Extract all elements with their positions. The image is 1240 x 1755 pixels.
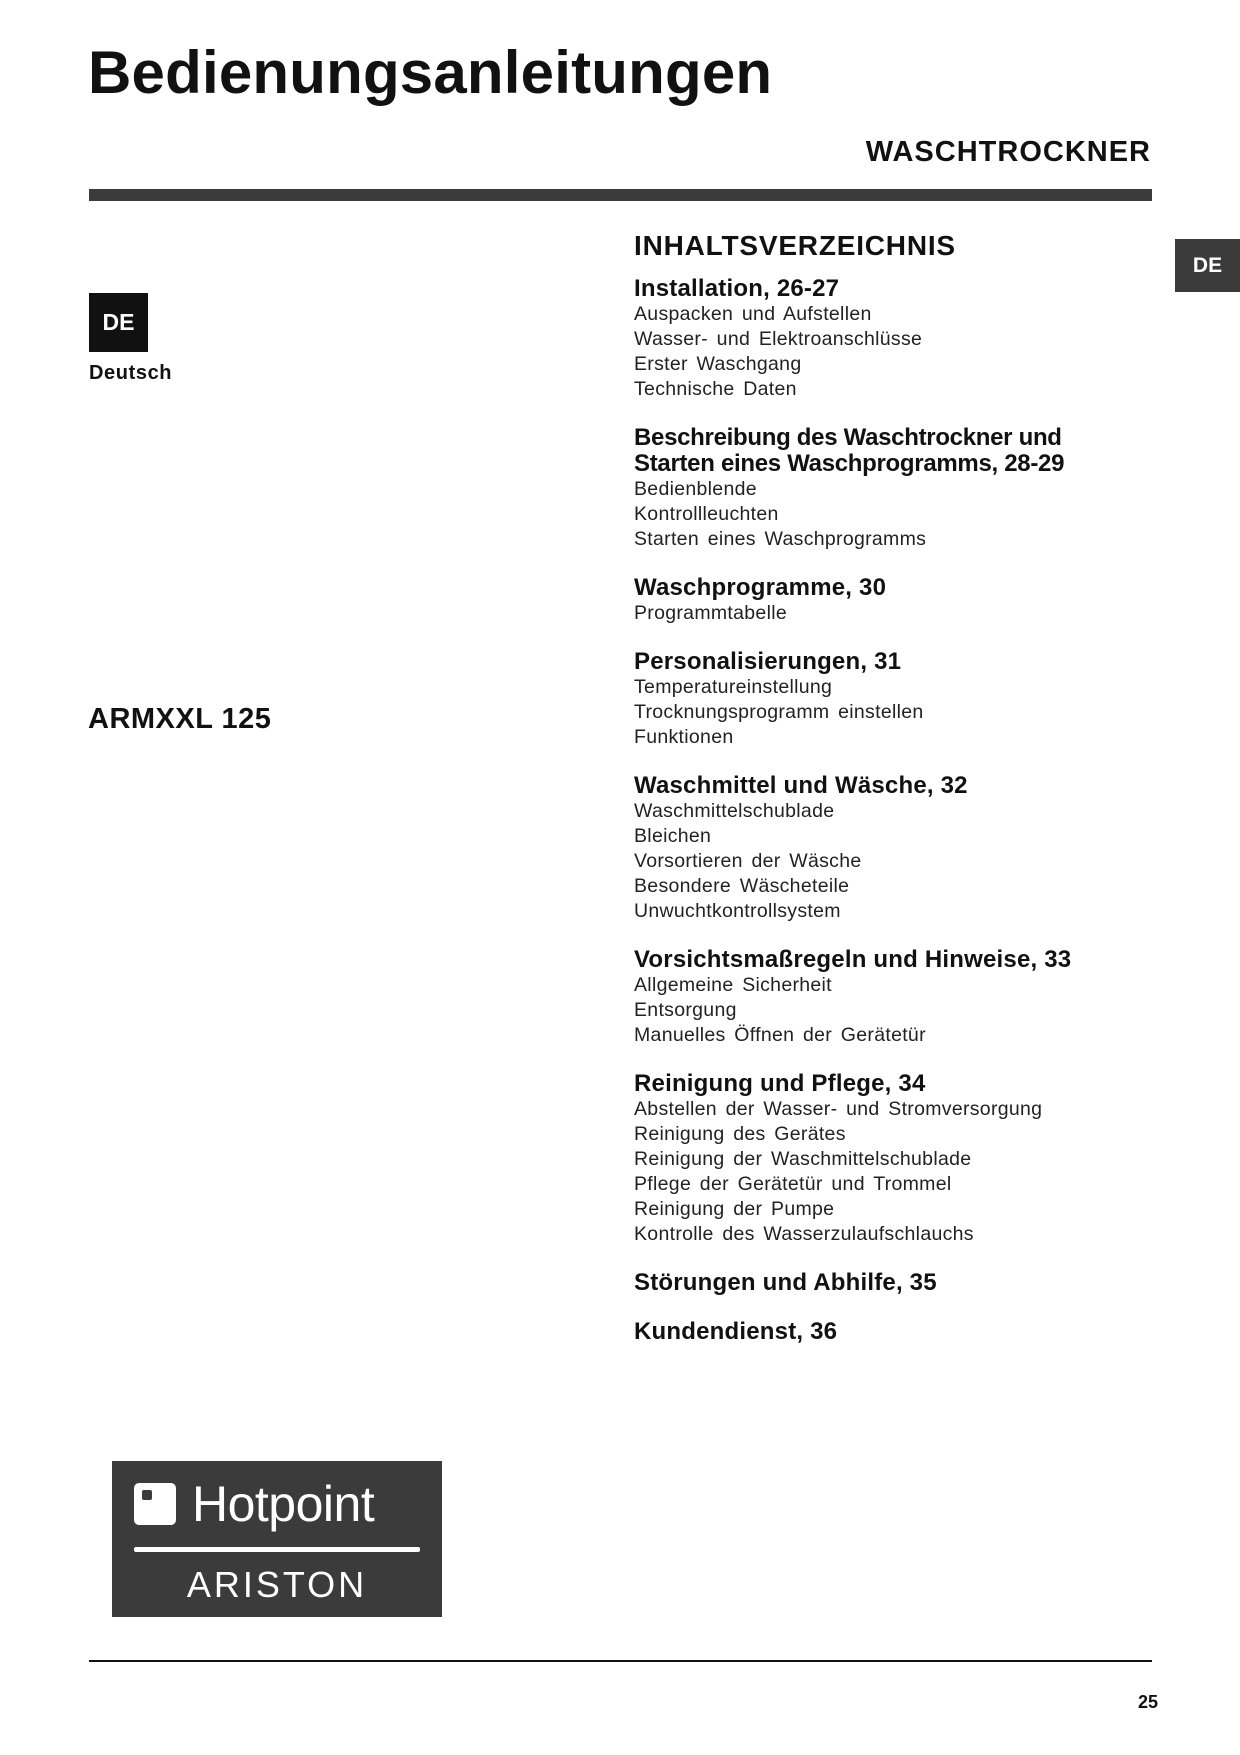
language-label: Deutsch xyxy=(89,362,173,384)
model-number: ARMXXL 125 xyxy=(88,703,272,735)
toc-heading: Vorsichtsmaßregeln und Hinweise, 33 xyxy=(634,946,1072,973)
toc-heading: Waschprogramme, 30 xyxy=(634,574,887,601)
toc-section-kundendienst xyxy=(634,1319,1154,1345)
logo-divider xyxy=(134,1547,420,1552)
toc-item: Reinigung der Waschmittelschublade xyxy=(634,1148,972,1170)
language-side-tab: DE xyxy=(1175,239,1240,292)
toc-item: Kontrolle des Wasserzulaufschlauchs xyxy=(634,1223,974,1245)
header-divider-bar xyxy=(89,189,1152,201)
page-title: Bedienungsanleitungen xyxy=(88,39,773,106)
toc-item: Reinigung der Pumpe xyxy=(634,1198,835,1220)
toc-item: Starten eines Waschprogramms xyxy=(634,528,927,550)
language-badge: DE xyxy=(89,293,148,352)
toc-item: Unwuchtkontrollsystem xyxy=(634,900,841,922)
logo-dot xyxy=(142,1490,152,1500)
toc-heading: Störungen und Abhilfe, 35 xyxy=(634,1269,937,1296)
brand-logo xyxy=(112,1461,442,1617)
toc-item: Auspacken und Aufstellen xyxy=(634,303,872,325)
page-number: 25 xyxy=(1137,1692,1158,1712)
toc-item: Bedienblende xyxy=(634,478,757,500)
footer-divider xyxy=(89,1660,1152,1662)
toc-section-personalisierungen xyxy=(634,649,1154,750)
toc-heading: Installation, 26-27 xyxy=(634,275,840,302)
toc-section-installation xyxy=(634,276,1154,402)
toc-item: Besondere Wäscheteile xyxy=(634,875,850,897)
toc-item: Wasser- und Elektroanschlüsse xyxy=(634,328,923,350)
toc-heading: Reinigung und Pflege, 34 xyxy=(634,1070,926,1097)
toc-section-beschreibung xyxy=(634,425,1154,552)
toc-section-vorsichtsmassregeln xyxy=(634,947,1154,1048)
toc-item: Kontrollleuchten xyxy=(634,503,779,525)
toc-item: Entsorgung xyxy=(634,999,737,1021)
toc-item: Waschmittelschublade xyxy=(634,800,835,822)
toc-item: Bleichen xyxy=(634,825,712,847)
toc-item: Vorsortieren der Wäsche xyxy=(634,850,862,872)
toc-section-waschprogramme xyxy=(634,575,1154,626)
toc-section-reinigung xyxy=(634,1071,1154,1247)
toc-heading: Beschreibung des Waschtrockner und xyxy=(634,424,1062,451)
toc-item: Pflege der Gerätetür und Trommel xyxy=(634,1173,952,1195)
toc-item: Erster Waschgang xyxy=(634,353,802,375)
toc-item: Abstellen der Wasser- und Stromversorgung xyxy=(634,1098,1043,1120)
toc-item: Reinigung des Gerätes xyxy=(634,1123,846,1145)
toc-section-waschmittel xyxy=(634,773,1154,924)
toc-title: INHALTSVERZEICHNIS xyxy=(634,230,956,261)
toc-item: Trocknungsprogramm einstellen xyxy=(634,701,924,723)
toc-heading-line-2: Starten eines Waschprogramms, 28-29 xyxy=(634,450,1065,477)
toc-item: Programmtabelle xyxy=(634,602,787,624)
toc-heading: Kundendienst, 36 xyxy=(634,1318,838,1345)
toc-item: Funktionen xyxy=(634,726,734,748)
toc-item: Allgemeine Sicherheit xyxy=(634,974,832,996)
toc-section-stoerungen xyxy=(634,1270,1154,1296)
logo-brand-name: Hotpoint xyxy=(192,1476,375,1532)
logo-square-icon xyxy=(134,1483,176,1525)
document-subtitle: WASCHTROCKNER xyxy=(865,136,1151,168)
table-of-contents xyxy=(634,226,1154,1368)
toc-heading: Waschmittel und Wäsche, 32 xyxy=(634,772,968,799)
toc-item: Temperatureinstellung xyxy=(634,676,833,698)
toc-item: Manuelles Öffnen der Gerätetür xyxy=(634,1024,926,1046)
toc-item: Technische Daten xyxy=(634,378,797,400)
toc-heading: Personalisierungen, 31 xyxy=(634,648,902,675)
logo-sub-brand: ARISTON xyxy=(186,1564,368,1605)
